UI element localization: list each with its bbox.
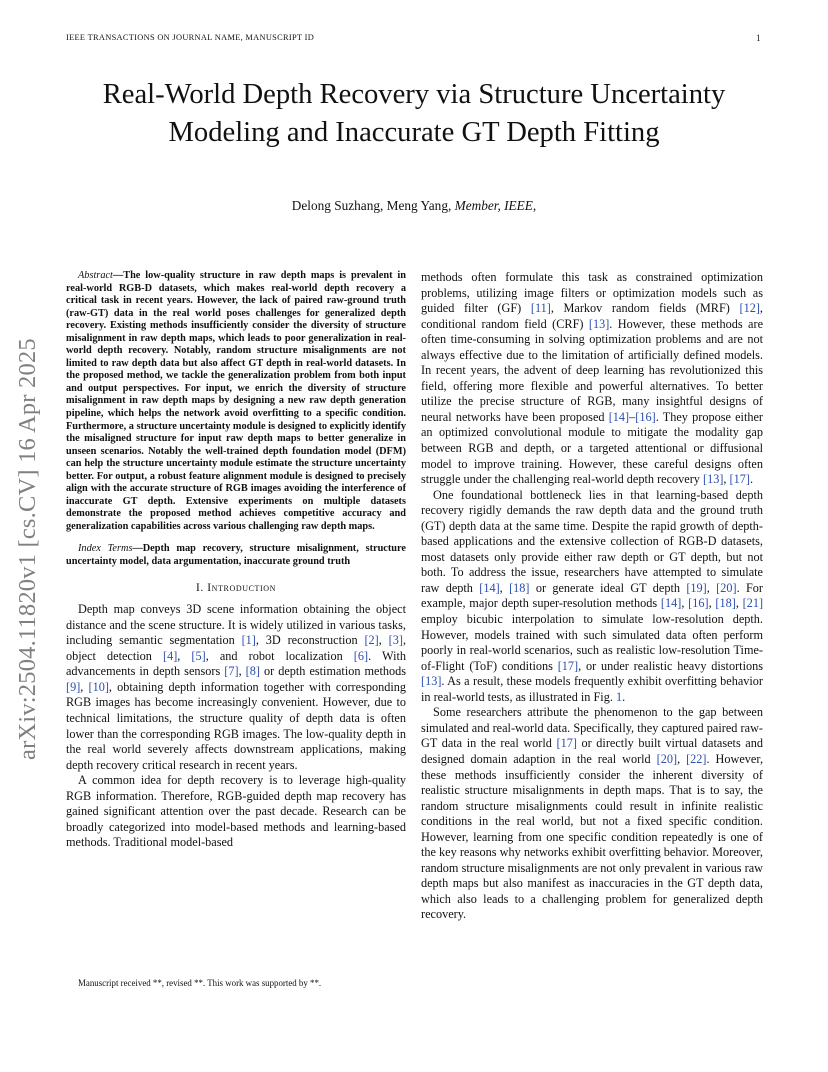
running-head: IEEE TRANSACTIONS ON JOURNAL NAME, MANUSCRIPT ID <box>66 33 315 42</box>
text-run: , <box>177 648 192 663</box>
text-run: – <box>629 409 636 424</box>
citation-link[interactable]: [17] <box>556 736 577 751</box>
abstract-label: Abstract <box>78 270 113 281</box>
text-run: . However, these methods are often time-consuming in solving optimization problems and are not always effective due to the limitation of artificially defined models. In recent years, the advent of deep learning has revolutionized this field, offering more flexible and powerful alternatives. To better utilize the precise structure of RGB, many insightful designs of neural networks have been proposed <box>421 316 764 424</box>
citation-link[interactable]: [1] <box>241 633 256 648</box>
text-run: Some researchers attribute the phenomenon to the gap between simulated and real-world data. Specifically, they captured paired raw-GT data in the real world <box>421 705 763 751</box>
section-heading-introduction <box>66 581 406 597</box>
text-run: , <box>706 580 717 595</box>
text-run: , conditional random field (CRF) <box>421 301 763 331</box>
paper-title: Real-World Depth Recovery via Structure Uncertainty Modeling and Inaccurate GT Depth Fitting <box>102 79 726 148</box>
citation-link[interactable]: [20] <box>716 580 737 595</box>
author-names: Delong Suzhang, Meng Yang, <box>291 198 452 213</box>
right-body-text <box>421 270 763 923</box>
left-column <box>66 270 406 851</box>
citation-link[interactable]: [9] <box>66 679 81 694</box>
text-run: . However, these methods insufficiently consider the inherent diversity of realistic structure misalignments in depth maps. That is to say, the random structure misalignments could result in infinite realistic conditions in the real world, but not a fixed specific condition. However, learning from one specific condition repeatedly is one of the key reasons why networks exhibit overfitting behavior. Moreover, random structure misalignments are not only prevalent in various raw depth maps but also manifest as inaccuracies in the GT depth data, which also leads to a challenging problem for generalized depth recovery. <box>421 751 764 922</box>
text-run: . With advancements in depth sensors <box>66 648 406 679</box>
author-line <box>60 198 768 214</box>
index-terms-text: —Depth map recovery, structure misalignment, structure uncertainty model, data argumentation, inaccurate ground truth <box>66 543 406 568</box>
text-run: , and robot localization <box>205 648 354 663</box>
citation-link[interactable]: [14] <box>608 409 630 424</box>
text-run: , <box>723 472 730 487</box>
citation-link[interactable]: [13] <box>588 316 610 331</box>
citation-link[interactable]: [3] <box>388 633 403 648</box>
citation-link[interactable]: [14] <box>660 596 682 611</box>
citation-link[interactable]: [12] <box>739 301 760 316</box>
citation-link[interactable]: 1 <box>615 689 623 704</box>
text-run: or depth estimation methods <box>259 664 407 679</box>
body-paragraph <box>421 705 763 923</box>
citation-link[interactable]: [22] <box>686 751 707 766</box>
text-run: Depth map conveys 3D scene information obtaining the object distance and the scene structure. It is widely utilized in various tasks, including semantic segmentation <box>66 602 406 648</box>
citation-link[interactable]: [14] <box>479 580 500 595</box>
right-column <box>421 270 763 923</box>
arxiv-identifier-stamp: arXiv:2504.11820v1 [cs.CV] 16 Apr 2025 <box>14 338 41 760</box>
citation-link[interactable]: [4] <box>162 648 178 663</box>
text-run: , <box>677 751 687 766</box>
page-number: 1 <box>756 33 761 43</box>
text-run: , <box>378 633 389 648</box>
body-paragraph <box>421 488 763 706</box>
citation-link[interactable]: [8] <box>245 664 260 679</box>
citation-link[interactable]: [16] <box>688 596 709 611</box>
text-run: , <box>80 679 89 694</box>
abstract <box>66 270 406 533</box>
citation-link[interactable]: [21] <box>742 596 764 611</box>
text-run: . As a result, these models frequently exhibit overfitting behavior in real-world tests, as illustrated in Fig. <box>421 674 763 704</box>
author-membership: Member, IEEE, <box>454 198 537 213</box>
text-run: One foundational bottleneck lies in that learning-based depth recovery rigidly demands the raw depth data and the ground truth (GT) depth data at the same time. Despite the rapid growth of depth-based applications and the extensive collection of RGB-D datasets, most datasets only provide either raw depth or GT depth, but not both. To address the issue, researchers have attempted to simulate raw depth <box>421 487 763 595</box>
citation-link[interactable]: [18] <box>715 596 736 611</box>
text-run: . They propose either an optimized convolutional module to mitigate the modality gap between RGB and depth, or a targeted attentional or diffusional model to improve training. However, these careful designs often struggle under the challenging real-world depth recovery <box>421 409 763 487</box>
body-paragraph <box>66 602 406 773</box>
left-body-text <box>66 602 406 851</box>
citation-link[interactable]: [10] <box>88 679 109 694</box>
text-run: employ bicubic interpolation to simulate low-resolution depth. However, models trained with such simulated data often perform poorly in real-world scenarios, such as realistic low-resolution Time-of-Flight (ToF) conditions <box>421 612 763 673</box>
citation-link[interactable]: [18] <box>509 580 530 595</box>
index-terms-label: Index Terms <box>78 543 133 555</box>
citation-link[interactable]: [2] <box>364 633 379 648</box>
abstract-text: —The low-quality structure in raw depth maps is prevalent in real-world RGB-D datasets, which makes real-world depth recovery a critical task in recent years. However, the lack of paired raw-ground truth (raw-GT) data in the real world poses challenges for generalized depth recovery. Existing methods insufficiently consider the diversity of structure misalignment in raw depth maps, which leads to poor generalization in real-world depth recovery. Notably, random structure misalignments are not limited to raw depth data but also affect GT depth in real-world datasets. In the proposed method, we tackle the generalization problem from both input and output perspectives. For input, we enrich the diversity of structure misalignment in raw depth maps by designing a new raw depth generation pipeline, which helps the network avoid overfitting to a specific condition. Furthermore, a structure uncertainty module is designed to explicitly identify the misaligned structure for input raw depth maps to better generalize in unseen scenarios. Notably the well-trained depth foundation model (DFM) can help the structure uncertainty module estimate the structure uncertainty better. For output, a robust feature alignment module is designed to precisely align with the accurate structure of RGB images avoiding the interference of inaccurate GT depth. Extensive experiments on multiple datasets demonstrate the proposed method achieves competitive accuracy and generalization capabilities across various challenging raw depth maps. <box>66 270 406 532</box>
citation-link[interactable]: [17] <box>729 472 750 487</box>
text-run: , or under realistic heavy distortions <box>578 658 763 673</box>
text-run: , <box>681 596 689 611</box>
citation-link[interactable]: [16] <box>635 409 656 424</box>
section-title: Introduction <box>207 581 277 594</box>
text-run: A common idea for depth recovery is to leverage high-quality RGB information. Therefore, RGB-guided depth map recovery has gained significant attention over the past decade. Research can be broadly categorized into model-based methods and learning-based methods. Traditional model-based <box>66 773 406 850</box>
citation-link[interactable]: [13] <box>421 674 442 689</box>
text-run: , 3D reconstruction <box>255 633 365 648</box>
citation-link[interactable]: [11] <box>530 301 551 316</box>
body-paragraph <box>421 270 763 488</box>
text-run: . <box>622 689 626 704</box>
citation-link[interactable]: [5] <box>191 648 206 663</box>
citation-link[interactable]: [7] <box>224 664 239 679</box>
text-run: , obtaining depth information together with corresponding RGB images has become increasingly convenient. However, due to technical limitations, the structure quality of depth data is often lower than the corresponding RGB images. The low-quality depth in the real world severely affects downstream applications, making depth recovery critical research in recent years. <box>66 679 406 772</box>
citation-link[interactable]: [20] <box>656 751 678 766</box>
citation-link[interactable]: [6] <box>353 648 369 663</box>
text-run: , <box>735 596 743 611</box>
text-run: , Markov random fields (MRF) <box>550 301 740 316</box>
text-run: , <box>708 596 716 611</box>
text-run: , <box>499 580 510 595</box>
index-terms <box>66 543 406 568</box>
text-run: methods often formulate this task as constrained optimization problems, utilizing image filters or optimization models such as guided filter (GF) <box>421 270 763 316</box>
footnote: Manuscript received **, revised **. This work was supported by **. <box>78 978 322 988</box>
citation-link[interactable]: [19] <box>686 580 707 595</box>
citation-link[interactable]: [17] <box>557 658 579 673</box>
body-paragraph <box>66 773 406 851</box>
citation-link[interactable]: [13] <box>702 472 724 487</box>
text-run: . For example, major depth super-resolution methods <box>421 580 763 611</box>
text-run: or generate ideal GT depth <box>529 580 687 595</box>
section-number: I. <box>195 581 204 594</box>
text-run: or directly built virtual datasets and designed domain adaption in the real world <box>421 736 763 766</box>
text-run: . <box>749 472 754 487</box>
text-run: , object detection <box>66 633 407 663</box>
text-run: , <box>238 664 246 679</box>
